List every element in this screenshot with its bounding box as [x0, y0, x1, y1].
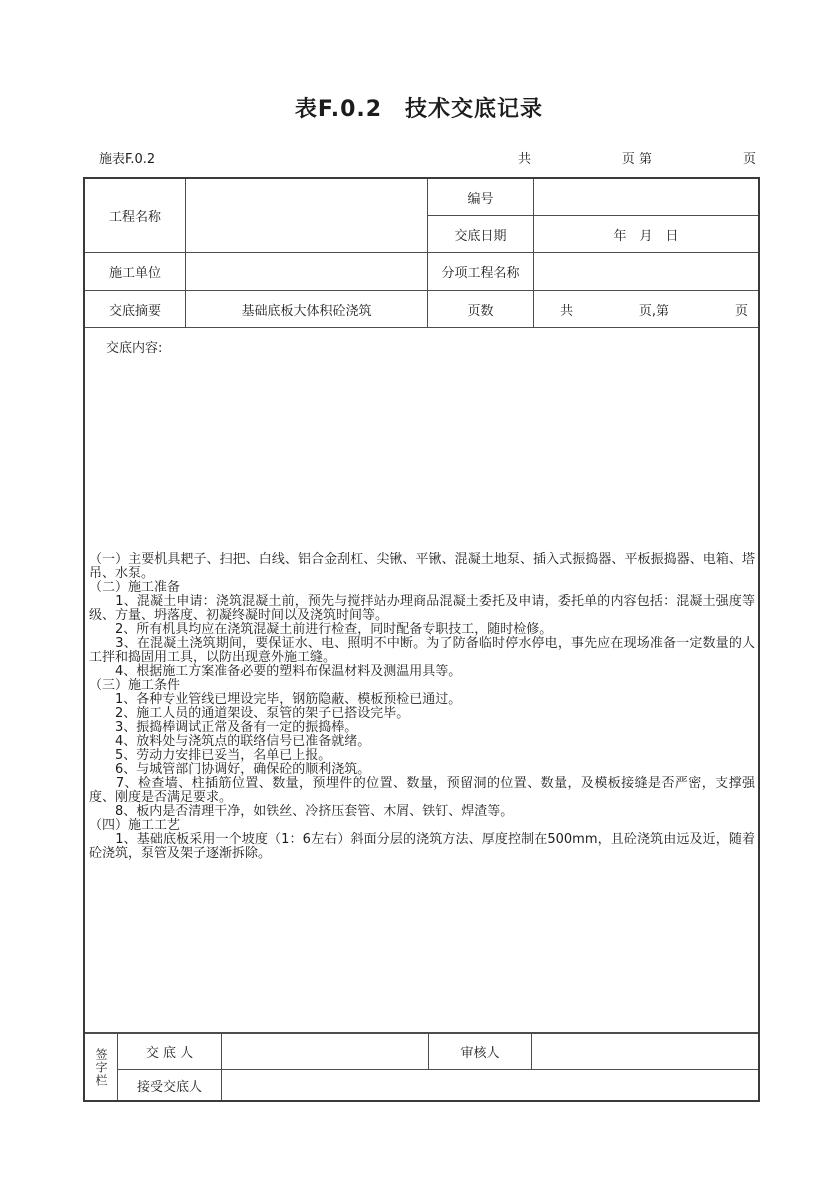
paragraph: 4、放料处与浇筑点的联络信号已准备就绪。: [89, 734, 371, 749]
form-header-grid: [85, 179, 758, 327]
number-value-cell: [533, 179, 758, 215]
paragraph: （三）施工条件: [89, 678, 181, 693]
paragraph: 5、劳动力安排已妥当，名单已上报。: [89, 748, 332, 763]
disclosure-paragraphs: [89, 553, 755, 861]
summary-value-cell: 基础底板大体积砼浇筑: [185, 290, 427, 327]
page-count-suffix-label: 页: [742, 152, 756, 167]
contractor-value-cell: [185, 252, 427, 290]
page-count-total-label: 共: [518, 152, 532, 167]
signature-column-vertical-text: 签字栏: [94, 1047, 108, 1087]
reviewer-value-cell: [531, 1033, 758, 1069]
paragraph: 3、振捣棒调试正常及备有一定的振捣棒。: [89, 720, 358, 735]
meta-row: [83, 148, 760, 167]
paragraph: 8、板内是否清理干净，如铁丝、冷挤压套管、木屑、铁钉、焊渣等。: [89, 804, 514, 819]
project-name-label: 工程名称: [108, 210, 161, 225]
page-count-mid-label: 页 第: [621, 152, 653, 167]
page-title: 表F.0.2 技术交底记录: [294, 97, 544, 122]
page-count-note: [518, 148, 756, 167]
pages-total-label: 共: [560, 303, 574, 319]
disclosure-content-label: 交底内容:: [106, 341, 163, 356]
number-label: 编号: [427, 179, 533, 215]
paragraph: 2、施工人员的通道架设、泵管的架子已搭设完毕。: [89, 706, 410, 721]
pages-value-cell: [533, 290, 758, 327]
paragraph: 7、检查墙、柱插筋位置、数量，预埋件的位置、数量，预留洞的位置、数量，及模板接缝是否严密，支撑强度、刚度是否满足要求。: [89, 776, 755, 805]
sub-project-label: 分项工程名称: [427, 252, 533, 290]
paragraph: 4、根据施工方案准备必要的塑料布保温材料及测温用具等。: [89, 664, 462, 679]
discloser-label: 交 底 人: [117, 1033, 221, 1069]
discloser-value-cell: [221, 1033, 428, 1069]
pages-suffix-label: 页: [734, 303, 748, 319]
reviewer-label: 审核人: [428, 1033, 531, 1069]
form-code: 施表F.0.2: [99, 152, 156, 167]
contractor-label: 施工单位: [85, 252, 185, 290]
pages-mid-label: 页,第: [638, 303, 670, 319]
paragraph: 3、在混凝土浇筑期间，要保证水、电、照明不中断。为了防备临时停水停电，事先应在现场准备一定数量的人工拌和捣固用工具，以防出现意外施工缝。: [89, 636, 755, 665]
receiver-label: 接受交底人: [117, 1069, 221, 1100]
disclosure-date-label: 交底日期: [427, 215, 533, 252]
paragraph: 1、基础底板采用一个坡度（1：6左右）斜面分层的浇筑方法、厚度控制在500mm，且砼浇筑由远及近，随着砼浇筑，泵管及架子逐渐拆除。: [89, 832, 755, 861]
paragraph: 2、所有机具均应在浇筑混凝土前进行检查，同时配备专职技工，随时检修。: [89, 622, 553, 637]
paragraph: （四）施工工艺: [89, 818, 181, 833]
signature-column-label: [85, 1033, 117, 1100]
paragraph: （一）主要机具耙子、扫把、白线、铝合金刮杠、尖锹、平锹、混凝土地泵、插入式振捣器、平板振捣器、电箱、塔吊、水泵。: [89, 552, 755, 581]
project-name-value-cell: [185, 179, 427, 252]
sub-project-value-cell: [533, 252, 758, 290]
disclosure-content-cell: [85, 327, 758, 1032]
summary-label: 交底摘要: [85, 290, 185, 327]
disclosure-form-table: [83, 177, 760, 1102]
paragraph: 1、各种专业管线已埋设完毕，钢筋隐蔽、模板预检已通过。: [89, 692, 462, 707]
paragraph: 1、混凝土申请：浇筑混凝土前，预先与搅拌站办理商品混凝土委托及申请，委托单的内容包括：混凝土强度等级、方量、坍落度、初凝终凝时间以及浇筑时间等。: [89, 594, 755, 623]
receiver-value-cell: [221, 1069, 758, 1100]
signature-section: [85, 1032, 758, 1100]
paragraph: （二）施工准备: [89, 580, 181, 595]
paragraph: 6、与城管部门协调好，确保砼的顺利浇筑。: [89, 762, 371, 777]
pages-label: 页数: [427, 290, 533, 327]
disclosure-date-value-cell: 年 月 日: [533, 215, 758, 252]
